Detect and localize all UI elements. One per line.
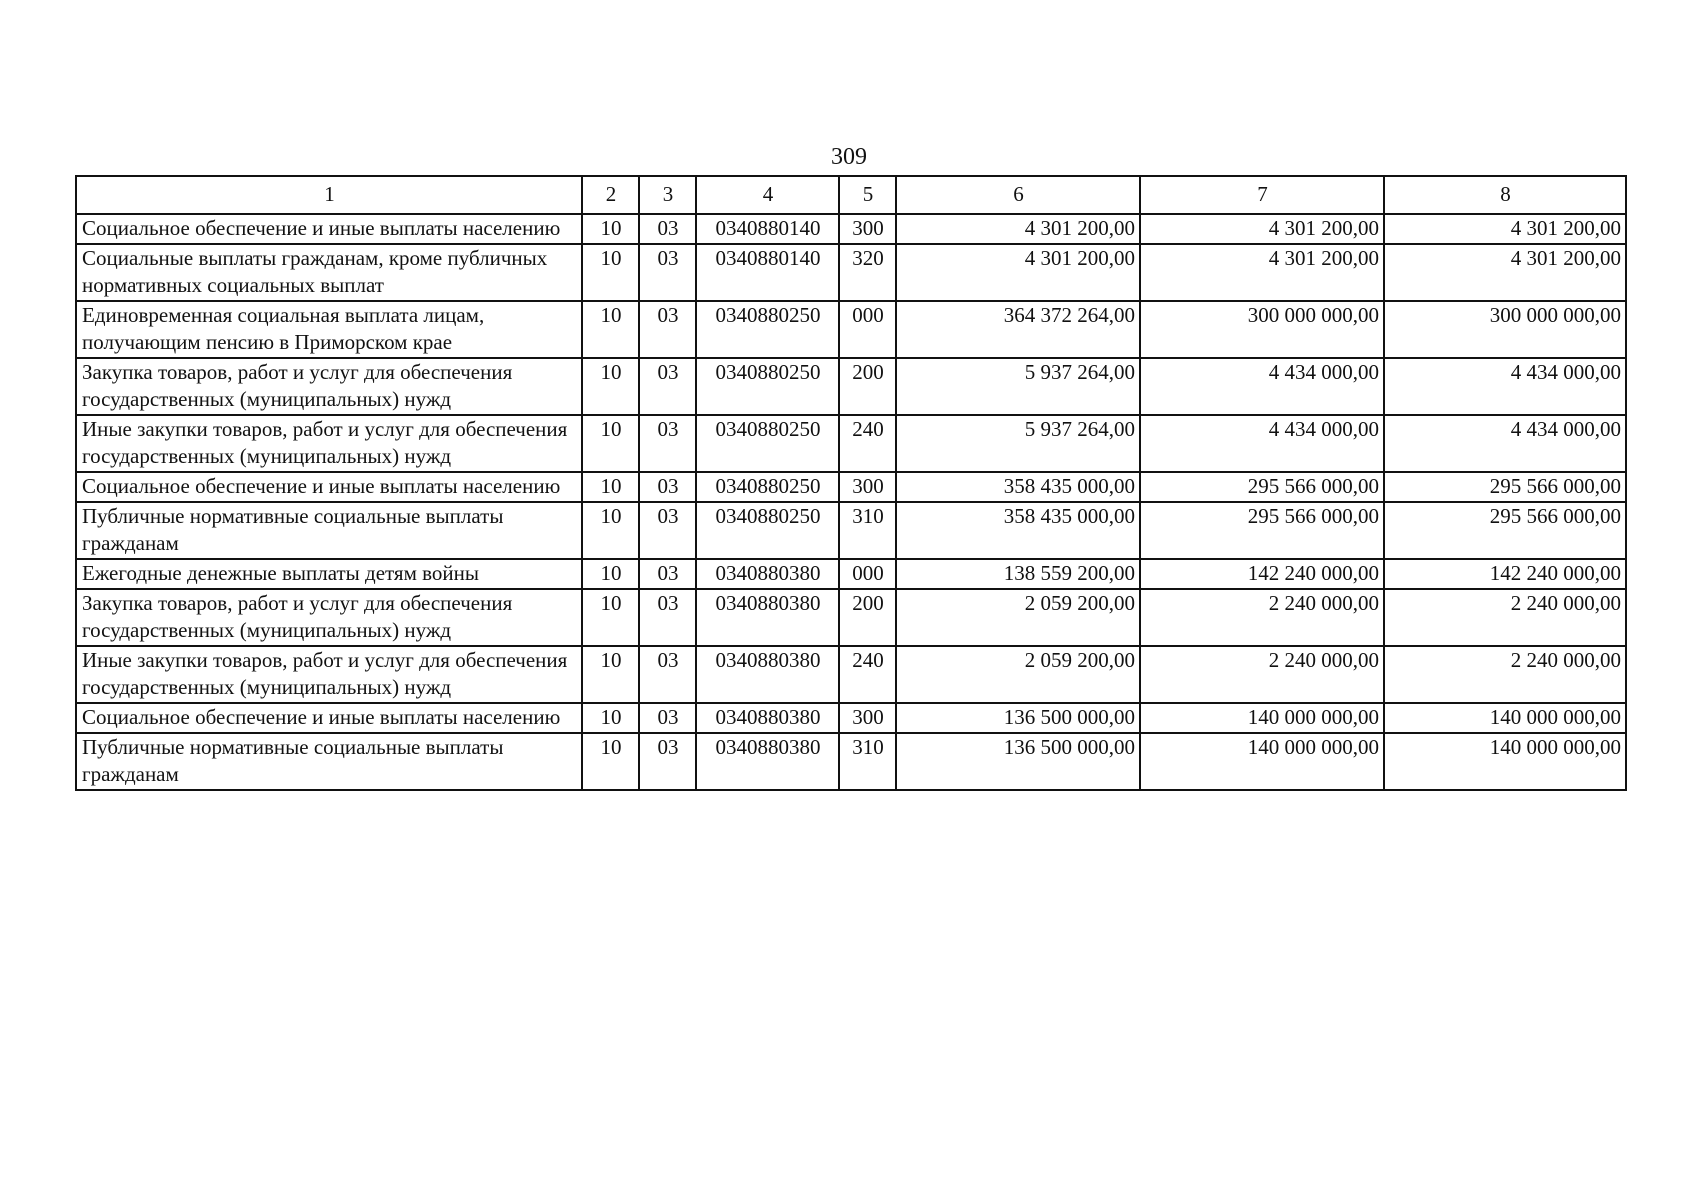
row-name-cell: Социальное обеспечение и иные выплаты населению [76, 472, 582, 502]
section-code-cell: 10 [582, 559, 639, 589]
amount-cell-6: 2 059 200,00 [896, 589, 1140, 646]
amount-cell-6: 2 059 200,00 [896, 646, 1140, 703]
table-row [76, 415, 1626, 472]
target-code-cell: 0340880250 [696, 358, 839, 415]
section-code-cell: 10 [582, 589, 639, 646]
amount-cell-8: 140 000 000,00 [1384, 703, 1626, 733]
subsection-code-cell: 03 [639, 703, 696, 733]
amount-cell-7: 295 566 000,00 [1140, 502, 1384, 559]
target-code-cell: 0340880140 [696, 214, 839, 244]
target-code-cell: 0340880250 [696, 502, 839, 559]
amount-cell-7: 140 000 000,00 [1140, 703, 1384, 733]
row-name-cell: Социальное обеспечение и иные выплаты населению [76, 214, 582, 244]
page-number: 309 [831, 144, 867, 170]
subsection-code-cell: 03 [639, 358, 696, 415]
amount-cell-6: 358 435 000,00 [896, 502, 1140, 559]
table-row [76, 358, 1626, 415]
amount-cell-7: 4 434 000,00 [1140, 358, 1384, 415]
expense-type-cell: 300 [839, 214, 896, 244]
table-row [76, 244, 1626, 301]
target-code-cell: 0340880380 [696, 733, 839, 790]
header-cell: 2 [582, 176, 639, 214]
target-code-cell: 0340880140 [696, 244, 839, 301]
subsection-code-cell: 03 [639, 502, 696, 559]
expense-type-cell: 200 [839, 589, 896, 646]
section-code-cell: 10 [582, 472, 639, 502]
row-name-cell: Социальные выплаты гражданам, кроме публичных нормативных социальных выплат [76, 244, 582, 301]
target-code-cell: 0340880380 [696, 559, 839, 589]
table-row [76, 733, 1626, 790]
amount-cell-6: 5 937 264,00 [896, 415, 1140, 472]
amount-cell-8: 2 240 000,00 [1384, 589, 1626, 646]
subsection-code-cell: 03 [639, 559, 696, 589]
table-row [76, 703, 1626, 733]
amount-cell-7: 2 240 000,00 [1140, 646, 1384, 703]
row-name-cell: Публичные нормативные социальные выплаты гражданам [76, 733, 582, 790]
target-code-cell: 0340880250 [696, 472, 839, 502]
header-cell: 3 [639, 176, 696, 214]
table-row [76, 589, 1626, 646]
expense-type-cell: 000 [839, 301, 896, 358]
section-code-cell: 10 [582, 244, 639, 301]
header-cell: 6 [896, 176, 1140, 214]
subsection-code-cell: 03 [639, 415, 696, 472]
subsection-code-cell: 03 [639, 589, 696, 646]
amount-cell-8: 142 240 000,00 [1384, 559, 1626, 589]
amount-cell-6: 138 559 200,00 [896, 559, 1140, 589]
amount-cell-6: 364 372 264,00 [896, 301, 1140, 358]
row-name-cell: Закупка товаров, работ и услуг для обеспечения государственных (муниципальных) нужд [76, 358, 582, 415]
table-row [76, 646, 1626, 703]
header-cell: 4 [696, 176, 839, 214]
expense-type-cell: 310 [839, 502, 896, 559]
expense-type-cell: 240 [839, 415, 896, 472]
row-name-cell: Иные закупки товаров, работ и услуг для обеспечения государственных (муниципальных) нужд [76, 415, 582, 472]
subsection-code-cell: 03 [639, 733, 696, 790]
section-code-cell: 10 [582, 703, 639, 733]
table-row [76, 214, 1626, 244]
target-code-cell: 0340880380 [696, 646, 839, 703]
amount-cell-8: 4 301 200,00 [1384, 214, 1626, 244]
expense-type-cell: 320 [839, 244, 896, 301]
section-code-cell: 10 [582, 301, 639, 358]
expense-type-cell: 240 [839, 646, 896, 703]
row-name-cell: Публичные нормативные социальные выплаты гражданам [76, 502, 582, 559]
subsection-code-cell: 03 [639, 301, 696, 358]
section-code-cell: 10 [582, 358, 639, 415]
section-code-cell: 10 [582, 502, 639, 559]
section-code-cell: 10 [582, 415, 639, 472]
amount-cell-8: 295 566 000,00 [1384, 472, 1626, 502]
target-code-cell: 0340880380 [696, 589, 839, 646]
amount-cell-6: 136 500 000,00 [896, 733, 1140, 790]
target-code-cell: 0340880380 [696, 703, 839, 733]
table-row [76, 472, 1626, 502]
amount-cell-6: 136 500 000,00 [896, 703, 1140, 733]
subsection-code-cell: 03 [639, 214, 696, 244]
amount-cell-8: 4 301 200,00 [1384, 244, 1626, 301]
budget-table [75, 175, 1627, 791]
expense-type-cell: 300 [839, 472, 896, 502]
amount-cell-7: 4 301 200,00 [1140, 244, 1384, 301]
expense-type-cell: 000 [839, 559, 896, 589]
expense-type-cell: 310 [839, 733, 896, 790]
table-row [76, 559, 1626, 589]
subsection-code-cell: 03 [639, 244, 696, 301]
amount-cell-7: 140 000 000,00 [1140, 733, 1384, 790]
amount-cell-8: 4 434 000,00 [1384, 358, 1626, 415]
amount-cell-7: 142 240 000,00 [1140, 559, 1384, 589]
row-name-cell: Социальное обеспечение и иные выплаты населению [76, 703, 582, 733]
table-row [76, 301, 1626, 358]
row-name-cell: Ежегодные денежные выплаты детям войны [76, 559, 582, 589]
header-cell: 8 [1384, 176, 1626, 214]
subsection-code-cell: 03 [639, 646, 696, 703]
table-body [76, 214, 1626, 790]
amount-cell-8: 300 000 000,00 [1384, 301, 1626, 358]
amount-cell-8: 2 240 000,00 [1384, 646, 1626, 703]
header-cell: 5 [839, 176, 896, 214]
row-name-cell: Иные закупки товаров, работ и услуг для обеспечения государственных (муниципальных) нужд [76, 646, 582, 703]
amount-cell-6: 4 301 200,00 [896, 214, 1140, 244]
amount-cell-6: 5 937 264,00 [896, 358, 1140, 415]
amount-cell-8: 140 000 000,00 [1384, 733, 1626, 790]
target-code-cell: 0340880250 [696, 415, 839, 472]
expense-type-cell: 200 [839, 358, 896, 415]
section-code-cell: 10 [582, 733, 639, 790]
amount-cell-7: 300 000 000,00 [1140, 301, 1384, 358]
header-cell: 1 [76, 176, 582, 214]
amount-cell-8: 4 434 000,00 [1384, 415, 1626, 472]
section-code-cell: 10 [582, 646, 639, 703]
row-name-cell: Единовременная социальная выплата лицам, получающим пенсию в Приморском крае [76, 301, 582, 358]
table-row [76, 502, 1626, 559]
header-cell: 7 [1140, 176, 1384, 214]
amount-cell-7: 295 566 000,00 [1140, 472, 1384, 502]
amount-cell-6: 358 435 000,00 [896, 472, 1140, 502]
amount-cell-7: 2 240 000,00 [1140, 589, 1384, 646]
section-code-cell: 10 [582, 214, 639, 244]
amount-cell-7: 4 434 000,00 [1140, 415, 1384, 472]
amount-cell-6: 4 301 200,00 [896, 244, 1140, 301]
target-code-cell: 0340880250 [696, 301, 839, 358]
subsection-code-cell: 03 [639, 472, 696, 502]
header-row [76, 176, 1626, 214]
expense-type-cell: 300 [839, 703, 896, 733]
amount-cell-7: 4 301 200,00 [1140, 214, 1384, 244]
amount-cell-8: 295 566 000,00 [1384, 502, 1626, 559]
row-name-cell: Закупка товаров, работ и услуг для обеспечения государственных (муниципальных) нужд [76, 589, 582, 646]
